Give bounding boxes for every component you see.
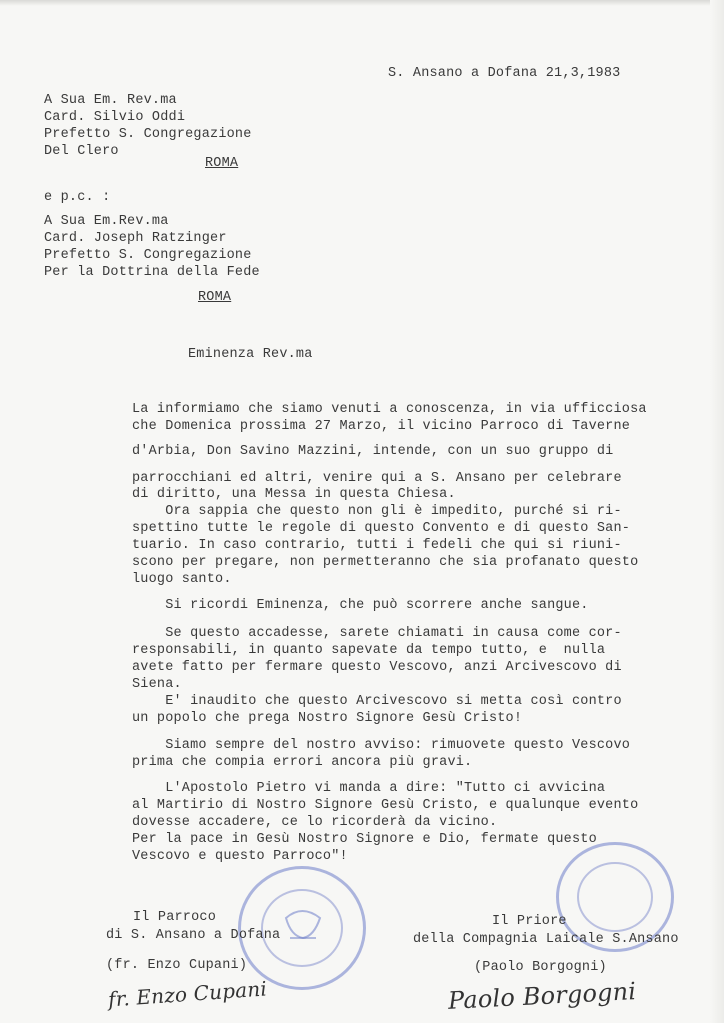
- recipient-line: Card. Joseph Ratzinger: [44, 231, 227, 246]
- body-line: Vescovo e questo Parroco"!: [132, 849, 348, 864]
- body-line: Ora sappia che questo non gli è impedito, purché si ri-: [132, 504, 622, 519]
- body-line: Se questo accadesse, sarete chiamati in causa come cor-: [132, 626, 622, 641]
- body-line: un popolo che prega Nostro Signore Gesù Cristo!: [132, 711, 523, 726]
- cc-label: e p.c. :: [44, 190, 111, 205]
- body-line: al Martirio di Nostro Signore Gesù Cristo, e qualunque evento: [132, 798, 639, 813]
- body-line: Si ricordi Eminenza, che può scorrere anche sangue.: [132, 598, 589, 613]
- body-line: Per la pace in Gesù Nostro Signore e Dio, fermate questo: [132, 832, 597, 847]
- page-edge-shadow: [710, 0, 724, 1023]
- body-line: Siamo sempre del nostro avviso: rimuovete questo Vescovo: [132, 738, 631, 753]
- body-line: La informiamo che siamo venuti a conoscenza, in via ufficciosa: [132, 402, 647, 417]
- body-line: di diritto, una Messa in questa Chiesa.: [132, 487, 456, 502]
- signer-title: di S. Ansano a Dofana: [106, 928, 281, 943]
- recipient-line: Card. Silvio Oddi: [44, 110, 186, 125]
- body-line: tuario. In caso contrario, tutti i fedeli che qui si riuni-: [132, 538, 622, 553]
- handwritten-signature: fr. Enzo Cupani: [107, 976, 268, 1012]
- handwritten-signature: Paolo Borgogni: [447, 977, 637, 1015]
- recipient-line: Del Clero: [44, 144, 119, 159]
- recipient-line: A Sua Em. Rev.ma: [44, 93, 177, 108]
- body-line: E' inaudito che questo Arcivescovo si metta così contro: [132, 694, 622, 709]
- signer-title: della Compagnia Laicale S.Ansano: [413, 932, 679, 947]
- body-line: d'Arbia, Don Savino Mazzini, intende, con un suo gruppo di: [132, 444, 614, 459]
- salutation: Eminenza Rev.ma: [188, 347, 313, 362]
- body-line: prima che compia errori ancora più gravi.: [132, 755, 473, 770]
- recipient-city: ROMA: [205, 156, 239, 171]
- body-line: parrocchiani ed altri, venire qui a S. Ansano per celebrare: [132, 471, 622, 486]
- body-line: avete fatto per fermare questo Vescovo, anzi Arcivescovo di: [132, 660, 622, 675]
- recipient-line: Prefetto S. Congregazione: [44, 127, 252, 142]
- place-date: S. Ansano a Dofana 21,3,1983: [388, 66, 621, 81]
- body-line: scono per pregare, non permetteranno che sia profanato questo: [132, 555, 639, 570]
- body-line: spettino tutte le regole di questo Convento e di questo San-: [132, 521, 631, 536]
- signer-title: Il Priore: [492, 914, 567, 929]
- recipient-city: ROMA: [198, 290, 232, 305]
- recipient-line: A Sua Em.Rev.ma: [44, 214, 169, 229]
- recipient-line: Prefetto S. Congregazione: [44, 248, 252, 263]
- body-line: che Domenica prossima 27 Marzo, il vicino Parroco di Taverne: [132, 419, 631, 434]
- body-line: Siena.: [132, 677, 182, 692]
- signer-title: Il Parroco: [133, 910, 217, 925]
- signer-name: (Paolo Borgogni): [474, 960, 607, 975]
- body-line: responsabili, in quanto sapevate da tempo tutto, e nulla: [132, 643, 606, 658]
- body-line: luogo santo.: [132, 572, 232, 587]
- signer-name: (fr. Enzo Cupani): [106, 958, 248, 973]
- body-line: L'Apostolo Pietro vi manda a dire: "Tutto ci avvicina: [132, 781, 606, 796]
- recipient-line: Per la Dottrina della Fede: [44, 265, 260, 280]
- body-line: dovesse accadere, ce lo ricorderà da vicino.: [132, 815, 498, 830]
- page-edge: [0, 0, 724, 6]
